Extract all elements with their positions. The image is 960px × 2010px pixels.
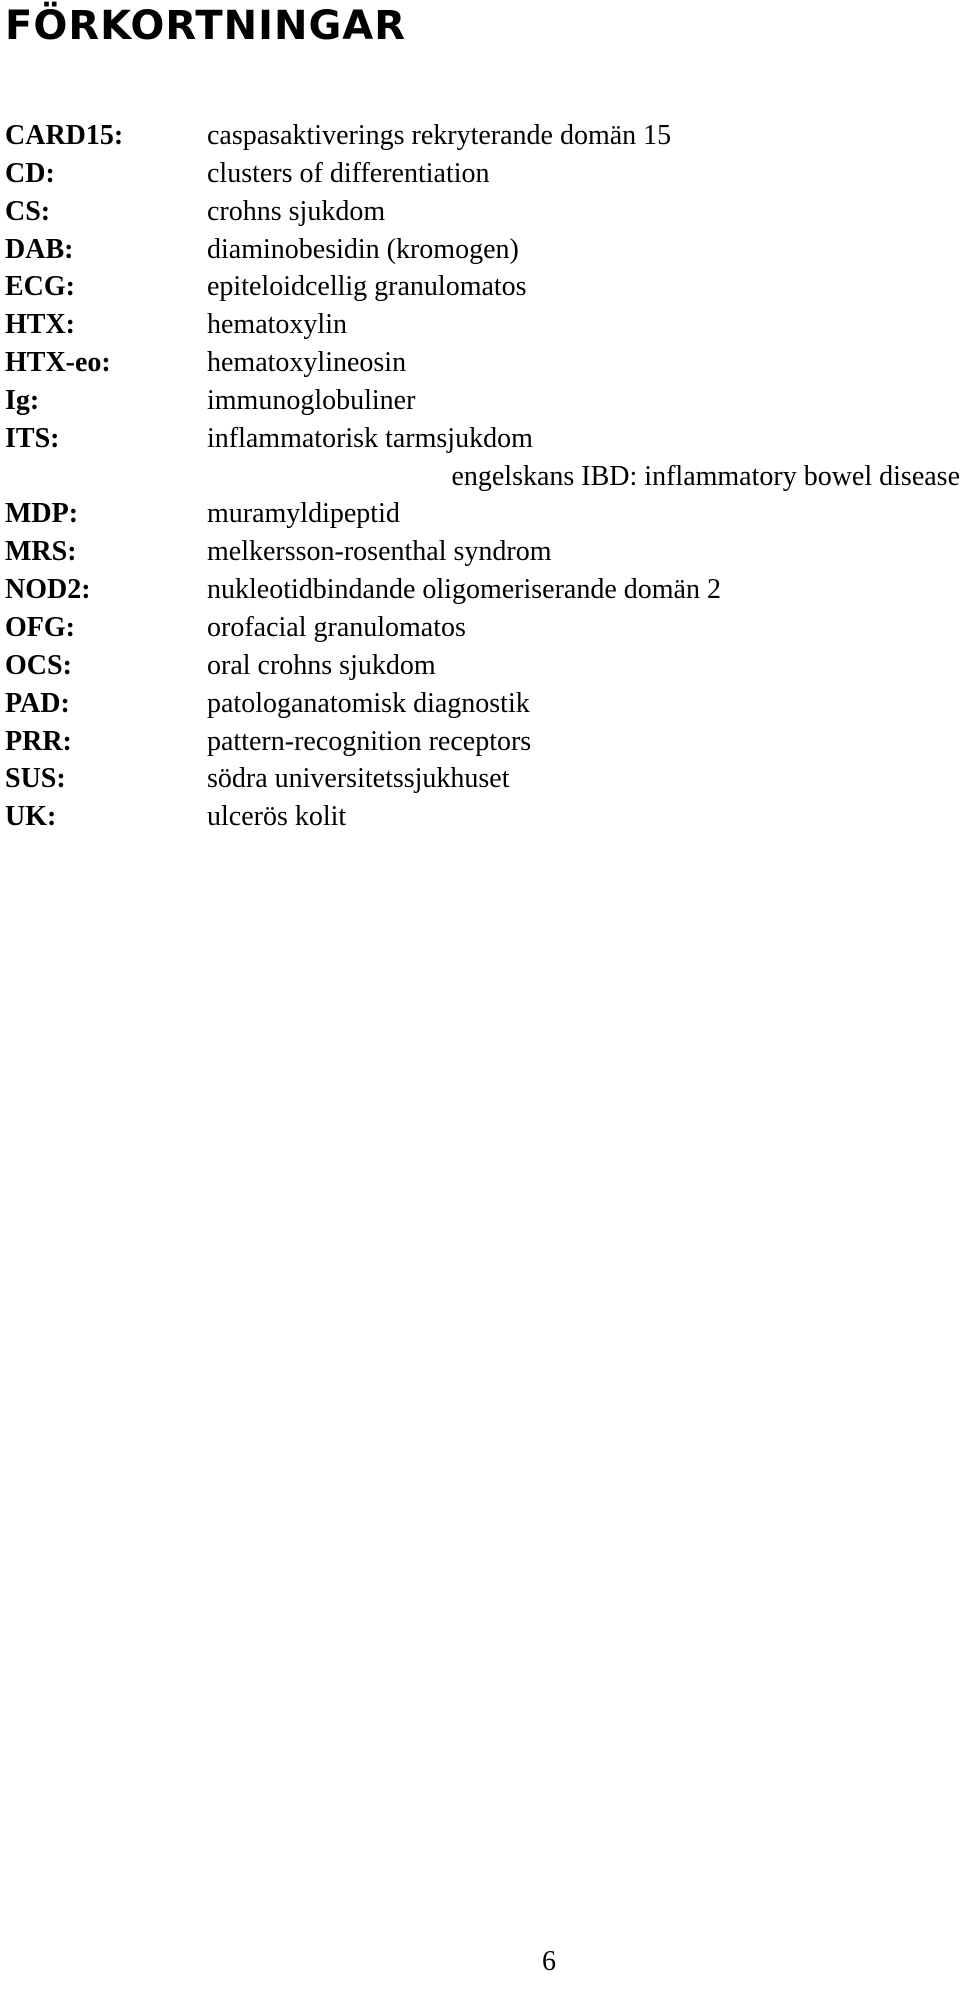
abbreviation-row: [5, 798, 960, 836]
abbreviation-definition: oral crohns sjukdom: [207, 649, 436, 681]
abbreviation-term: CS:: [5, 195, 51, 227]
abbreviation-row: [5, 193, 960, 231]
abbreviation-row: [5, 306, 960, 344]
abbreviation-term: ITS:: [5, 422, 60, 454]
abbreviation-row: [5, 571, 960, 609]
abbreviation-term: OFG:: [5, 611, 75, 643]
abbreviation-definition: diaminobesidin (kromogen): [207, 233, 519, 265]
abbreviation-definition: nukleotidbindande oligomeriserande domän 2: [207, 574, 721, 606]
abbreviation-definition: immunoglobuliner: [207, 384, 416, 416]
page-title: FÖRKORTNINGAR: [5, 3, 407, 49]
abbreviation-list: [5, 117, 960, 836]
abbreviation-term: Ig:: [5, 384, 40, 416]
abbreviation-definition: caspasaktiverings rekryterande domän 15: [207, 120, 672, 151]
abbreviation-row: [5, 117, 960, 155]
abbreviation-definition: patologanatomisk diagnostik: [207, 687, 530, 719]
abbreviation-row: [5, 420, 960, 458]
abbreviation-definition: inflammatorisk tarmsjukdom: [207, 422, 533, 454]
abbreviation-row: [5, 344, 960, 382]
abbreviation-note-row: [5, 458, 960, 496]
abbreviation-term: PRR:: [5, 725, 72, 757]
abbreviation-note: engelskans IBD: inflammatory bowel disease: [451, 460, 960, 492]
abbreviation-term: CD:: [5, 157, 55, 189]
page-number: 6: [542, 1946, 556, 1977]
abbreviation-row: [5, 609, 960, 647]
abbreviation-term: HTX:: [5, 309, 75, 341]
abbreviation-row: [5, 155, 960, 193]
abbreviation-row: [5, 495, 960, 533]
abbreviation-term: OCS:: [5, 649, 72, 681]
abbreviation-row: [5, 533, 960, 571]
abbreviation-definition: muramyldipeptid: [207, 498, 400, 530]
abbreviation-definition: melkersson-rosenthal syndrom: [207, 536, 552, 568]
abbreviation-row: [5, 685, 960, 723]
abbreviation-definition: hematoxylineosin: [207, 347, 407, 379]
abbreviation-definition: orofacial granulomatos: [207, 611, 466, 643]
abbreviation-definition: pattern-recognition receptors: [207, 725, 532, 757]
abbreviation-term: ECG:: [5, 271, 75, 303]
abbreviation-term: UK:: [5, 801, 57, 833]
abbreviation-row: [5, 268, 960, 306]
abbreviation-definition: ulcerös kolit: [207, 801, 347, 833]
abbreviation-definition: södra universitetssjukhuset: [207, 763, 510, 795]
abbreviation-term: PAD:: [5, 687, 70, 719]
abbreviation-row: [5, 647, 960, 685]
abbreviation-term: CARD15:: [5, 120, 124, 151]
abbreviation-term: HTX-eo:: [5, 347, 111, 379]
abbreviation-definition: hematoxylin: [207, 309, 347, 341]
abbreviation-term: SUS:: [5, 763, 66, 795]
abbreviation-row: [5, 231, 960, 269]
abbreviation-definition: clusters of differentiation: [207, 157, 490, 189]
abbreviation-term: MRS:: [5, 536, 77, 568]
abbreviation-row: [5, 723, 960, 761]
abbreviation-definition: epiteloidcellig granulomatos: [207, 271, 527, 303]
abbreviation-term: MDP:: [5, 498, 79, 530]
abbreviation-term: NOD2:: [5, 574, 91, 606]
abbreviation-definition: crohns sjukdom: [207, 195, 386, 227]
abbreviation-term: DAB:: [5, 233, 74, 265]
abbreviation-row: [5, 760, 960, 798]
abbreviation-row: [5, 382, 960, 420]
